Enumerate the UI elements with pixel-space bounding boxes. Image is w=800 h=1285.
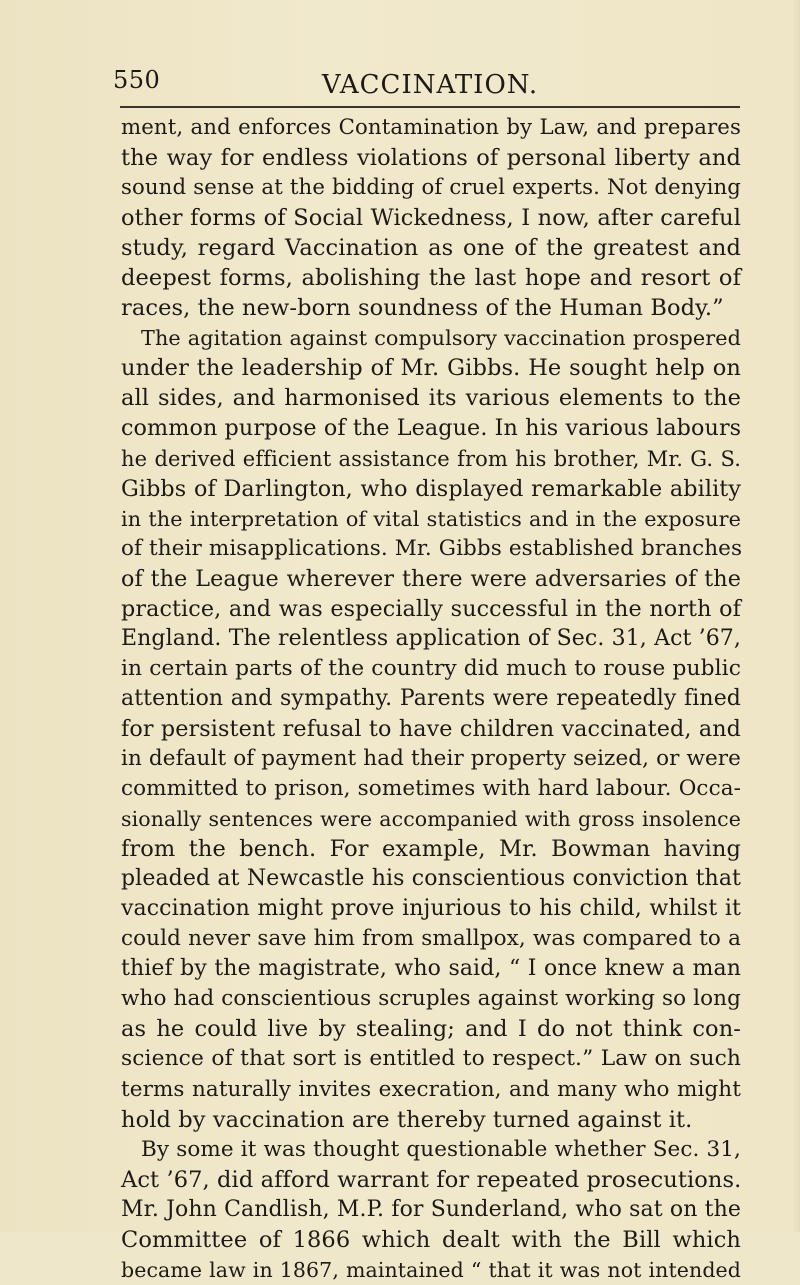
text-line: in certain parts of the country did much to rouse public — [121, 655, 741, 681]
text-line: The agitation against compulsory vaccination prospered — [141, 326, 741, 351]
text-line: study, regard Vaccination as one of the greatest and — [121, 235, 741, 262]
text-line: Act ’67, did afford warrant for repeated prosecutions. — [121, 1166, 742, 1193]
page-number: 550 — [113, 66, 161, 94]
text-line: became law in 1867, maintained “ that it was not intended — [121, 1257, 741, 1282]
text-line: committed to prison, sometimes with hard labour. Occa- — [121, 776, 741, 802]
text-line: the way for endless violations of personal liberty and — [121, 145, 741, 172]
text-line: science of that sort is entitled to respect.” Law on such — [121, 1046, 741, 1072]
text-line: practice, and was especially successful in the north of — [121, 595, 741, 622]
text-line: other forms of Social Wickedness, I now, after careful — [121, 205, 741, 232]
header-rule — [120, 106, 740, 108]
text-line: deepest forms, abolishing the last hope and resort of — [121, 265, 741, 292]
text-line: in default of payment had their property seized, or were — [121, 745, 741, 771]
text-line: as he could live by stealing; and I do not think con- — [121, 1016, 741, 1043]
text-line: who had conscientious scruples against working so long — [121, 986, 741, 1012]
text-line: Gibbs of Darlington, who displayed remarkable ability — [121, 475, 741, 502]
text-line: By some it was thought questionable whether Sec. 31, — [141, 1136, 741, 1162]
text-line: of their misapplications. Mr. Gibbs established branches — [121, 535, 743, 561]
text-line: Committee of 1866 which dealt with the Bill which — [121, 1226, 741, 1253]
text-line: he derived efficient assistance from his brother, Mr. G. S. — [121, 446, 741, 471]
body-text — [121, 113, 741, 1285]
text-line: Mr. John Candlish, M.P. for Sunderland, who sat on the — [121, 1196, 741, 1222]
text-line: sound sense at the bidding of cruel experts. Not denying — [121, 175, 741, 201]
text-line: under the leadership of Mr. Gibbs. He sought help on — [121, 355, 741, 382]
text-line: terms naturally invites execration, and many who might — [121, 1076, 741, 1102]
text-line: in the interpretation of vital statistics and in the exposure — [121, 506, 741, 531]
text-line: vaccination might prove injurious to his child, whilst it — [121, 896, 741, 922]
page-header — [113, 62, 740, 102]
text-line: could never save him from smallpox, was compared to a — [121, 926, 741, 952]
text-line: of the League wherever there were adversaries of the — [121, 565, 741, 592]
page-edge-shadow — [792, 0, 800, 1232]
text-line: races, the new-born soundness of the Human Body.” — [121, 295, 724, 322]
text-line: from the bench. For example, Mr. Bowman having — [121, 836, 741, 863]
text-line: attention and sympathy. Parents were repeatedly fined — [121, 685, 741, 711]
text-line: thief by the magistrate, who said, “ I once knew a man — [121, 956, 741, 982]
text-line: England. The relentless application of Sec. 31, Act ’67, — [121, 625, 741, 651]
text-line: hold by vaccination are thereby turned against it. — [121, 1106, 693, 1133]
text-line: sionally sentences were accompanied with gross insolence — [121, 807, 741, 832]
running-head: VACCINATION. — [321, 70, 539, 100]
text-line: common purpose of the League. In his various labours — [121, 415, 742, 442]
text-line: for persistent refusal to have children vaccinated, and — [121, 715, 741, 742]
text-line: pleaded at Newcastle his conscientious conviction that — [121, 866, 741, 892]
text-line: ment, and enforces Contamination by Law, and prepares — [121, 115, 741, 140]
text-line: all sides, and harmonised its various elements to the — [121, 385, 741, 412]
